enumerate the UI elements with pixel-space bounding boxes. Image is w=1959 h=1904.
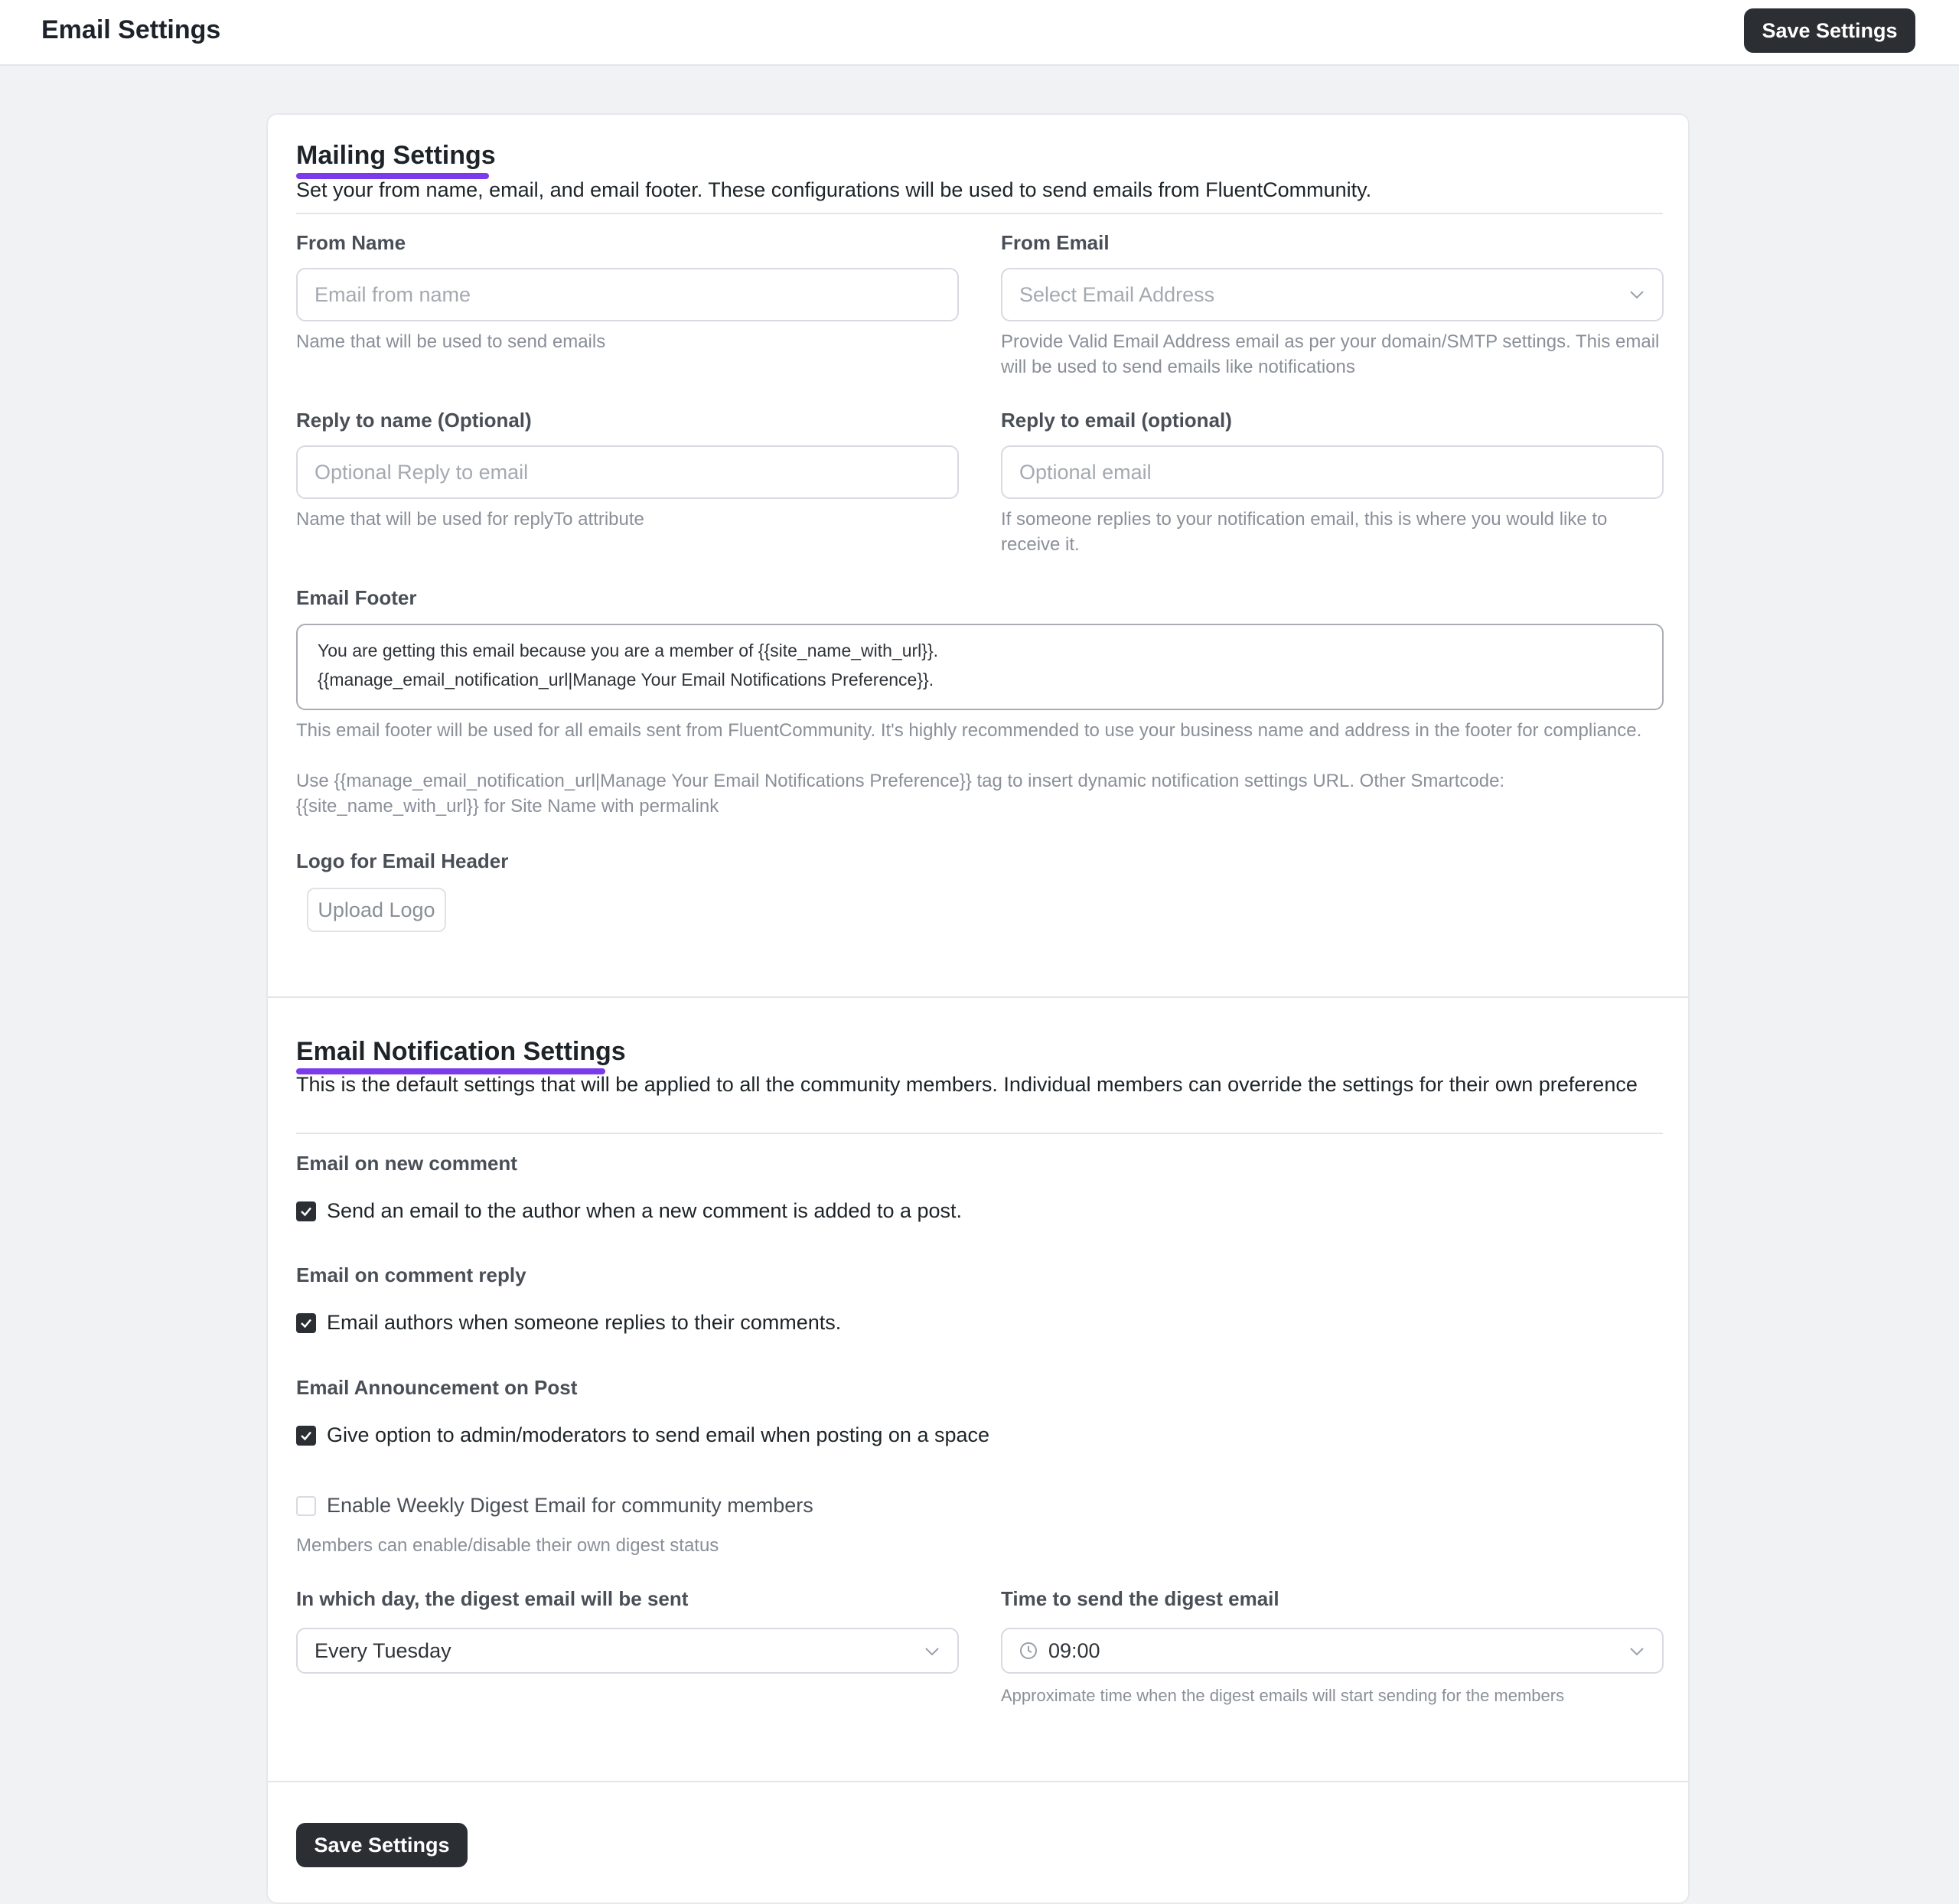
digest-help: Members can enable/disable their own digest status xyxy=(296,1535,719,1556)
email-footer-label: Email Footer xyxy=(296,586,417,609)
new-comment-checkbox[interactable] xyxy=(296,1201,316,1221)
top-bar xyxy=(0,0,1959,66)
page-title: Email Settings xyxy=(41,15,221,44)
chevron-down-icon xyxy=(1628,286,1645,303)
email-footer-help-1: This email footer will be used for all emails sent from FluentCommunity. It's highly recommended to use your business name and address in the footer for compliance. xyxy=(296,720,1642,741)
reply-email-label: Reply to email (optional) xyxy=(1001,409,1232,432)
upload-logo-button[interactable]: Upload Logo xyxy=(307,888,446,932)
notification-settings-title: Email Notification Settings xyxy=(296,1037,626,1066)
reply-email-help: If someone replies to your notification email, this is where you would like to receive it. xyxy=(1001,509,1608,555)
footer-divider xyxy=(268,1781,1688,1782)
from-name-placeholder: Email from name xyxy=(315,282,471,306)
digest-checkbox[interactable] xyxy=(296,1496,316,1516)
digest-time-value: 09:00 xyxy=(1048,1638,1100,1662)
mailing-divider xyxy=(296,213,1663,214)
announcement-label: Email Announcement on Post xyxy=(296,1376,578,1399)
reply-name-placeholder: Optional Reply to email xyxy=(315,460,529,484)
digest-checkbox-row[interactable] xyxy=(296,1494,813,1518)
new-comment-checkbox-label: Send an email to the author when a new comment is added to a post. xyxy=(327,1199,963,1222)
chevron-down-icon xyxy=(924,1643,940,1660)
email-footer-help-2: Use {{manage_email_notification_url|Manage Your Email Notifications Preference}} tag to insert dynamic notification settings URL. Other Smartcode: {{site_name_with_url}} for Site Name with permalink xyxy=(296,771,1505,817)
logo-label: Logo for Email Header xyxy=(296,849,509,872)
chevron-down-icon xyxy=(1628,1643,1645,1660)
announcement-checkbox[interactable] xyxy=(296,1426,316,1446)
email-footer-textarea[interactable] xyxy=(296,624,1664,710)
from-email-placeholder: Select Email Address xyxy=(1019,282,1215,306)
from-name-help: Name that will be used to send emails xyxy=(296,331,606,352)
email-footer-line-2: {{manage_email_notification_url|Manage Your Email Notifications Preference}}. xyxy=(318,670,934,690)
check-icon xyxy=(299,1205,313,1218)
from-email-label: From Email xyxy=(1001,231,1110,254)
from-name-label: From Name xyxy=(296,231,406,254)
save-settings-button-bottom[interactable]: Save Settings xyxy=(296,1823,468,1867)
announcement-checkbox-label: Give option to admin/moderators to send email when posting on a space xyxy=(327,1423,990,1446)
comment-reply-checkbox-label: Email authors when someone replies to their comments. xyxy=(327,1311,842,1334)
check-icon xyxy=(299,1429,313,1443)
settings-card xyxy=(266,113,1690,1904)
reply-name-label: Reply to name (Optional) xyxy=(296,409,532,432)
mailing-settings-title: Mailing Settings xyxy=(296,141,496,170)
from-email-help: Provide Valid Email Address email as per your domain/SMTP settings. This email will be used to send emails like notifications xyxy=(1001,331,1660,377)
digest-time-label: Time to send the digest email xyxy=(1001,1587,1279,1610)
save-settings-button-top[interactable]: Save Settings xyxy=(1744,8,1915,53)
check-icon xyxy=(299,1316,313,1330)
email-footer-line-1: You are getting this email because you are a member of {{site_name_with_url}}. xyxy=(318,641,939,660)
digest-time-select[interactable] xyxy=(1001,1628,1664,1674)
reply-email-placeholder: Optional email xyxy=(1019,460,1152,484)
section-divider xyxy=(268,996,1688,998)
reply-name-input[interactable] xyxy=(296,445,959,499)
notification-settings-description: This is the default settings that will be applied to all the community members. Individual members can override the settings for their own preference xyxy=(296,1073,1638,1096)
digest-day-label: In which day, the digest email will be sent xyxy=(296,1587,689,1610)
digest-time-help: Approximate time when the digest emails will start sending for the members xyxy=(1001,1686,1565,1705)
from-name-input[interactable] xyxy=(296,268,959,321)
comment-reply-checkbox-row[interactable] xyxy=(296,1311,841,1335)
notification-divider xyxy=(296,1133,1663,1134)
comment-reply-label: Email on comment reply xyxy=(296,1263,526,1286)
announcement-checkbox-row[interactable] xyxy=(296,1423,989,1447)
reply-email-input[interactable] xyxy=(1001,445,1664,499)
clock-icon xyxy=(1019,1642,1038,1660)
digest-day-value: Every Tuesday xyxy=(315,1638,451,1662)
new-comment-checkbox-row[interactable] xyxy=(296,1199,962,1223)
mailing-settings-description: Set your from name, email, and email footer. These configurations will be used to send emails from FluentCommunity. xyxy=(296,178,1372,201)
comment-reply-checkbox[interactable] xyxy=(296,1313,316,1333)
digest-checkbox-label: Enable Weekly Digest Email for community members xyxy=(327,1494,813,1517)
digest-day-select[interactable] xyxy=(296,1628,959,1674)
reply-name-help: Name that will be used for replyTo attribute xyxy=(296,509,644,530)
from-email-select[interactable] xyxy=(1001,268,1664,321)
new-comment-label: Email on new comment xyxy=(296,1152,517,1175)
